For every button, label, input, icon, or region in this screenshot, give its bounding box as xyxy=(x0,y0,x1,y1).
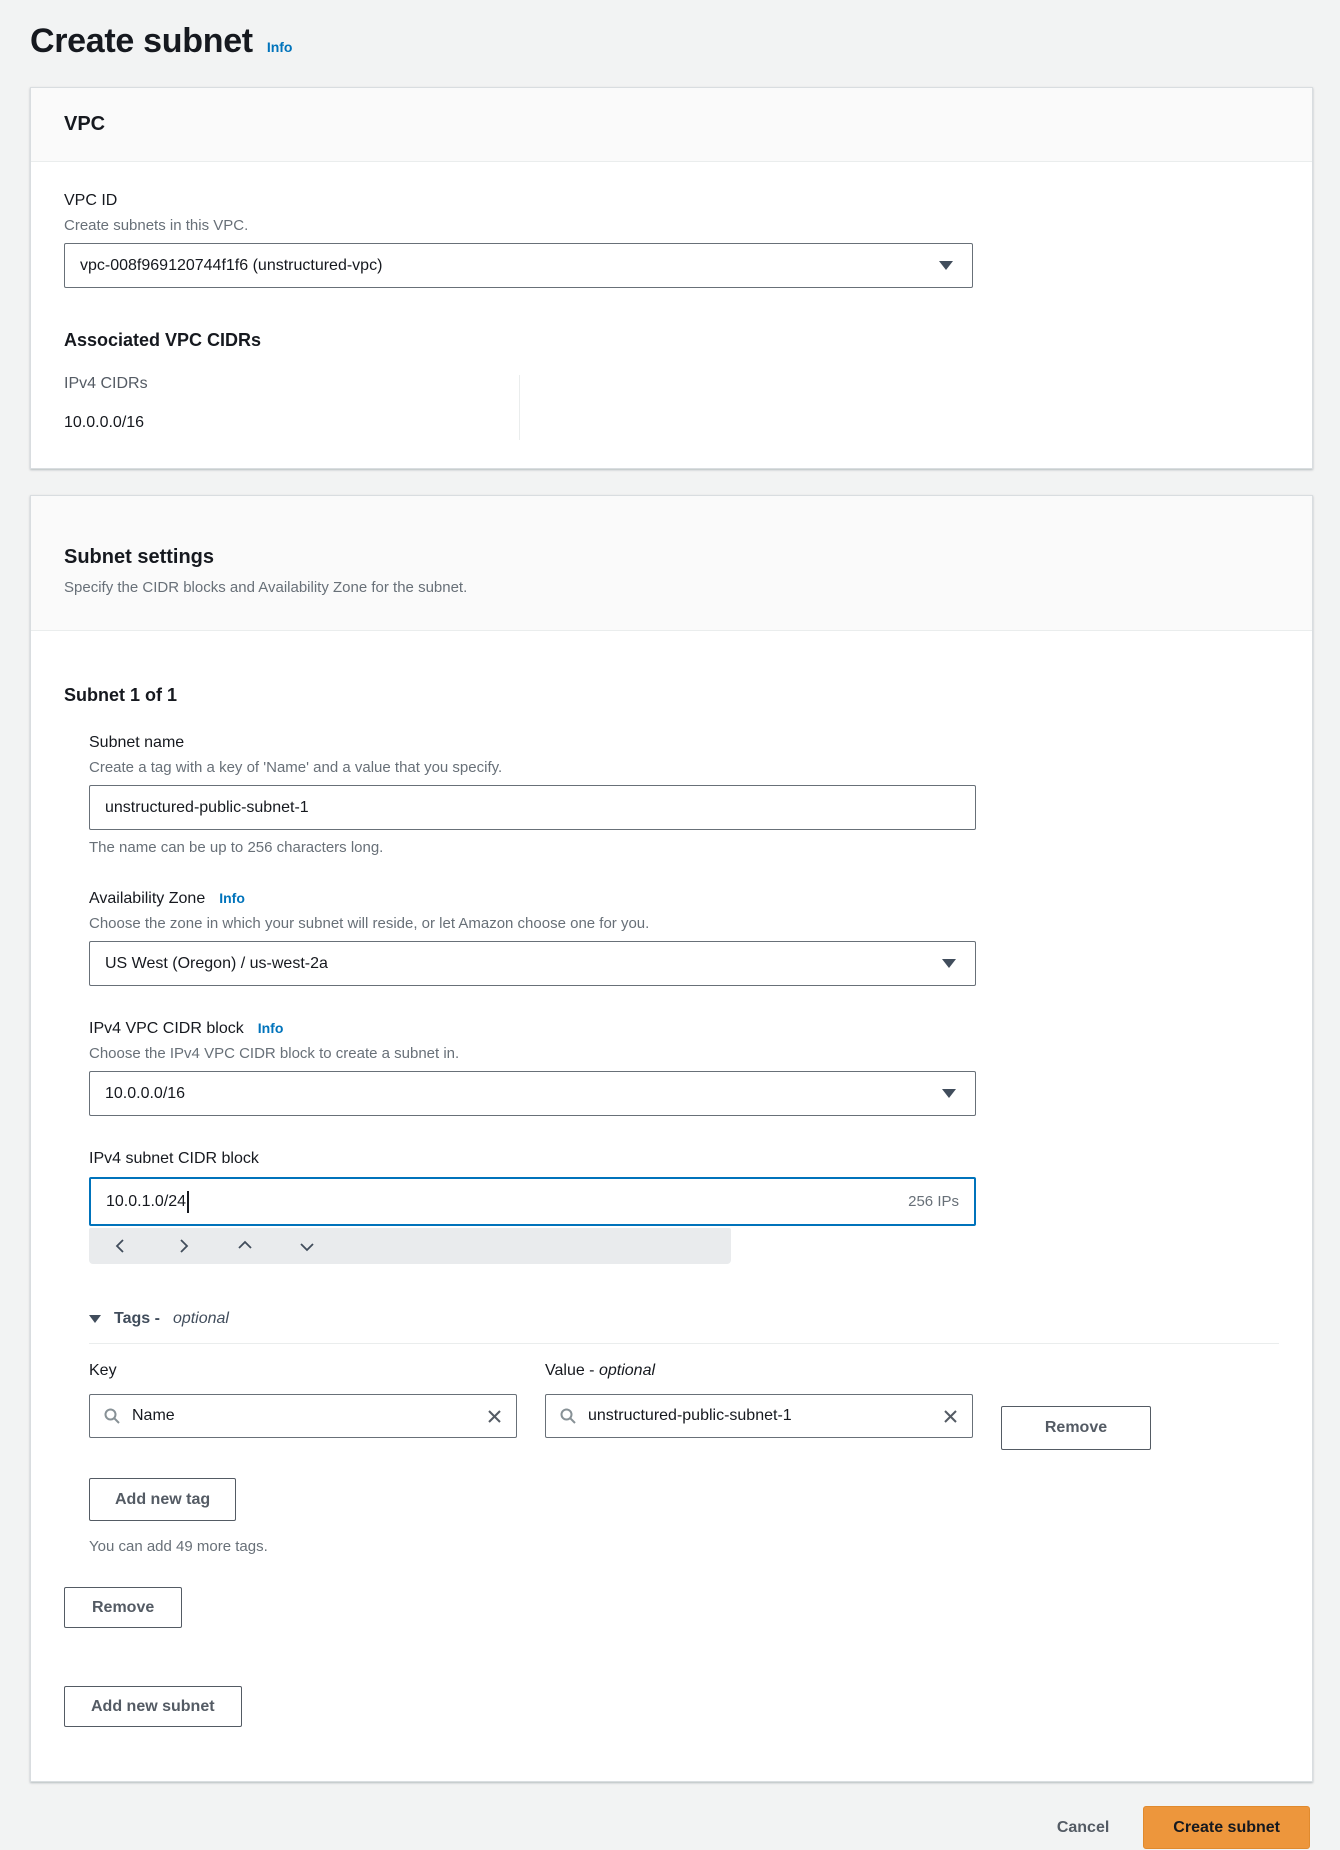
tag-value-input[interactable] xyxy=(588,1407,931,1425)
page-title-row xyxy=(0,0,1340,87)
availability-zone-description: Choose the zone in which your subnet will reside, or let Amazon choose one for you. xyxy=(89,915,650,932)
tag-key-label: Key xyxy=(89,1362,117,1379)
tag-key-input-wrapper xyxy=(89,1394,517,1438)
chevron-up-icon[interactable] xyxy=(223,1231,266,1261)
cancel-button[interactable]: Cancel xyxy=(1056,1818,1110,1836)
tags-section xyxy=(89,1310,1279,1555)
tags-expander[interactable] xyxy=(89,1310,1279,1328)
x-icon[interactable] xyxy=(486,1408,503,1425)
availability-zone-field xyxy=(89,890,1279,986)
subnet-settings-body xyxy=(31,631,1312,1781)
ipv4-subnet-cidr-input[interactable] xyxy=(89,1177,976,1226)
tag-key-column xyxy=(89,1362,517,1438)
subnet-fields xyxy=(89,734,1279,1555)
caret-down-icon xyxy=(942,959,956,968)
vpc-card-heading: VPC xyxy=(64,113,106,135)
chevron-down-icon[interactable] xyxy=(285,1231,328,1261)
ipv4-cidr-value: 10.0.0.0/16 xyxy=(64,414,145,431)
tag-key-input[interactable] xyxy=(132,1407,475,1425)
ipv4-subnet-cidr-field xyxy=(89,1150,1279,1264)
ipv4-vpc-cidr-selected-value: 10.0.0.0/16 xyxy=(105,1084,186,1102)
ipv4-vpc-cidr-label: IPv4 VPC CIDR block xyxy=(89,1020,244,1037)
availability-zone-info-link[interactable]: Info xyxy=(219,890,245,906)
tag-value-label: Value - optional xyxy=(545,1362,656,1379)
caret-down-icon xyxy=(942,1089,956,1098)
ipv4-vpc-cidr-info-link[interactable]: Info xyxy=(257,1020,284,1036)
subnet-name-description: Create a tag with a key of 'Name' and a value that you specify. xyxy=(89,759,503,776)
cidr-adjust-toolbar xyxy=(89,1228,731,1264)
availability-zone-selected-value: US West (Oregon) / us-west-2a xyxy=(105,954,328,972)
vpc-id-label: VPC ID xyxy=(64,192,118,209)
vpc-id-description: Create subnets in this VPC. xyxy=(64,217,249,234)
chevron-left-icon[interactable] xyxy=(99,1231,142,1261)
magnifier-icon xyxy=(103,1407,121,1425)
tag-remove-column xyxy=(1001,1362,1151,1450)
subnet-counter-heading: Subnet 1 of 1 xyxy=(64,685,178,705)
page-info-link[interactable]: Info xyxy=(266,39,293,55)
add-new-tag-button[interactable]: Add new tag xyxy=(89,1478,236,1521)
ipv4-vpc-cidr-description: Choose the IPv4 VPC CIDR block to create a subnet in. xyxy=(89,1045,460,1062)
magnifier-icon xyxy=(559,1407,577,1425)
form-actions xyxy=(0,1782,1340,1849)
associated-cidrs-table xyxy=(64,375,1279,440)
ipv4-vpc-cidr-select[interactable] xyxy=(89,1071,976,1116)
tag-value-optional-label: optional xyxy=(598,1362,656,1379)
x-icon[interactable] xyxy=(942,1408,959,1425)
text-cursor xyxy=(187,1191,189,1213)
ipv4-subnet-cidr-value: 10.0.1.0/24 xyxy=(106,1192,187,1210)
tag-row xyxy=(89,1362,1279,1450)
subnet-name-input-wrapper xyxy=(89,785,976,830)
subnet-name-field xyxy=(89,734,1279,856)
subnet-name-input[interactable] xyxy=(105,799,960,817)
ipv4-vpc-cidr-field xyxy=(89,1020,1279,1116)
availability-zone-label: Availability Zone xyxy=(89,890,206,907)
subnet-settings-heading: Subnet settings xyxy=(64,546,215,568)
vpc-id-select[interactable] xyxy=(64,243,973,288)
tags-divider xyxy=(89,1343,1279,1344)
subnet-settings-card xyxy=(30,495,1313,1782)
subnet-name-label: Subnet name xyxy=(89,734,185,751)
subnet-settings-header xyxy=(31,496,1312,631)
create-subnet-button[interactable]: Create subnet xyxy=(1143,1806,1310,1849)
caret-down-icon xyxy=(939,261,953,270)
vpc-card-header xyxy=(31,88,1312,162)
page-title: Create subnet xyxy=(30,22,253,60)
chevron-right-icon[interactable] xyxy=(161,1231,204,1261)
vpc-card xyxy=(30,87,1313,469)
tags-remaining-text: You can add 49 more tags. xyxy=(89,1538,268,1555)
subnet-name-constraint: The name can be up to 256 characters long. xyxy=(89,839,384,856)
tag-value-column xyxy=(545,1362,973,1438)
caret-down-icon xyxy=(89,1315,101,1323)
add-new-subnet-button[interactable]: Add new subnet xyxy=(64,1686,242,1727)
ip-count-badge: 256 IPs xyxy=(908,1193,959,1210)
subnet-settings-description: Specify the CIDR blocks and Availability Zone for the subnet. xyxy=(64,579,468,596)
vpc-id-selected-value: vpc-008f969120744f1f6 (unstructured-vpc) xyxy=(80,256,383,274)
tag-value-input-wrapper xyxy=(545,1394,973,1438)
remove-tag-button[interactable]: Remove xyxy=(1001,1406,1151,1450)
ipv4-subnet-cidr-label: IPv4 subnet CIDR block xyxy=(89,1150,259,1167)
vpc-card-body xyxy=(31,162,1312,468)
availability-zone-select[interactable] xyxy=(89,941,976,986)
remove-subnet-button[interactable]: Remove xyxy=(64,1587,182,1628)
tags-heading: Tags - xyxy=(114,1310,160,1327)
tags-optional-label: optional xyxy=(172,1310,229,1327)
ipv4-cidrs-column xyxy=(64,375,520,440)
associated-cidrs-heading: Associated VPC CIDRs xyxy=(64,330,262,350)
ipv4-cidrs-column-header: IPv4 CIDRs xyxy=(64,375,148,392)
